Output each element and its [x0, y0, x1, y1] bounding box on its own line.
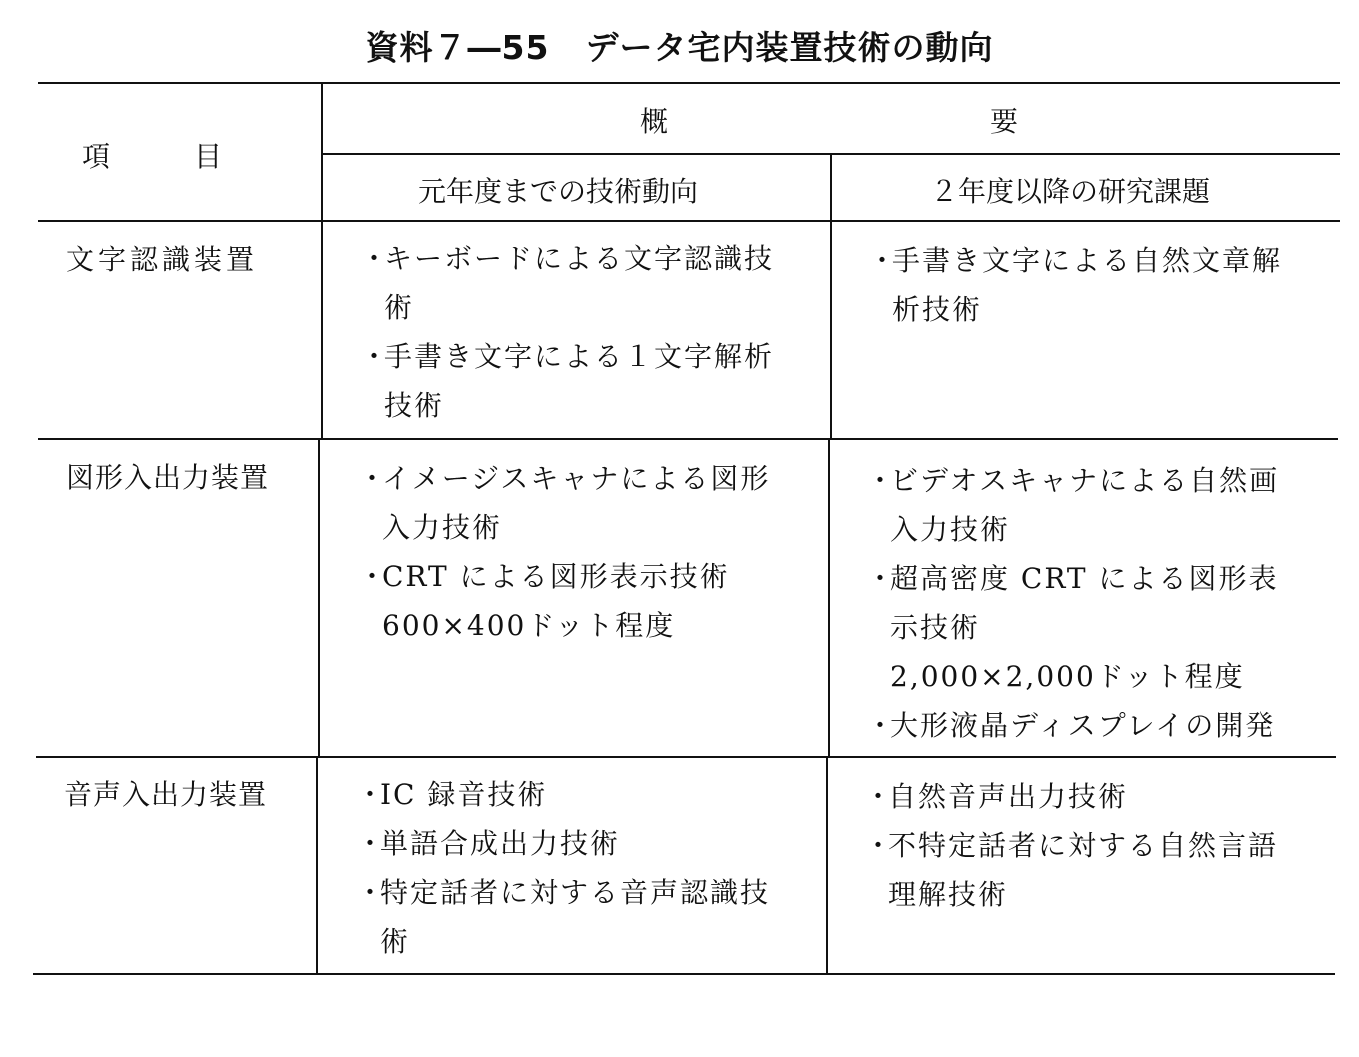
list-item — [866, 701, 1279, 750]
table-top-rule — [38, 82, 1340, 84]
title-text: データ宅内装置技術の動向 — [585, 28, 994, 67]
bullet: ・ — [866, 709, 897, 742]
column-divider-1c — [316, 756, 318, 973]
header-bottom-rule — [38, 220, 1340, 222]
header-overview-right: 要 — [990, 105, 1019, 138]
column-divider-1b — [318, 438, 320, 756]
cell-voice-io-current — [356, 770, 770, 966]
bullet: ・ — [866, 562, 897, 595]
list-item — [356, 819, 770, 868]
bullet: ・ — [868, 244, 899, 277]
row-label-text-recognition: 文字認識装置 — [66, 243, 259, 276]
row-label-voice-io: 音声入出力装置 — [64, 778, 268, 811]
item-line: 単語合成出力技術 — [380, 827, 621, 860]
item-line: 2,000×2,000ドット程度 — [890, 660, 1245, 693]
item-line: 技術 — [384, 389, 445, 422]
item-line: 手書き文字による自然文章解 — [892, 244, 1283, 277]
item-line: 手書き文字による１文字解析 — [384, 340, 775, 373]
bullet: ・ — [864, 780, 895, 813]
item-line: 術 — [380, 925, 411, 958]
header-overview-left: 概 — [640, 105, 669, 138]
cell-graphics-io-current — [358, 454, 770, 650]
header-col-current: 元年度までの技術動向 — [418, 175, 699, 208]
page-title — [0, 22, 1359, 69]
list-item — [866, 456, 1279, 554]
item-line: イメージスキャナによる図形 — [382, 462, 771, 495]
bullet: ・ — [360, 242, 391, 275]
bullet: ・ — [864, 829, 895, 862]
bullet: ・ — [866, 464, 897, 497]
item-line: 600×400ドット程度 — [382, 609, 676, 642]
list-item — [358, 552, 770, 650]
list-item — [360, 332, 774, 430]
list-item — [356, 868, 770, 966]
column-divider-2c — [826, 756, 828, 973]
row2-bottom-rule — [36, 756, 1336, 758]
item-line: 術 — [384, 291, 415, 324]
item-line: 入力技術 — [890, 513, 1011, 546]
table-bottom-rule — [33, 973, 1335, 975]
item-line: キーボードによる文字認識技 — [384, 242, 775, 275]
item-line: 理解技術 — [888, 878, 1009, 911]
item-line: 入力技術 — [382, 511, 503, 544]
item-line: 不特定話者に対する自然言語 — [888, 829, 1279, 862]
column-divider-1 — [321, 82, 323, 438]
cell-graphics-io-future — [866, 456, 1279, 750]
list-item — [864, 821, 1278, 919]
item-line: 示技術 — [890, 611, 981, 644]
column-divider-2 — [830, 153, 832, 438]
cell-voice-io-future — [864, 772, 1278, 919]
list-item — [864, 772, 1278, 821]
item-line: CRT による図形表示技術 — [382, 560, 730, 593]
bullet: ・ — [358, 560, 389, 593]
row-label-graphics-io: 図形入出力装置 — [66, 461, 270, 494]
bullet: ・ — [356, 827, 387, 860]
list-item — [868, 236, 1282, 334]
cell-text-recognition-future — [868, 236, 1282, 334]
cell-text-recognition-current — [360, 234, 774, 430]
item-line: IC 録音技術 — [380, 778, 548, 811]
column-divider-2b — [828, 438, 830, 756]
list-item — [866, 554, 1279, 701]
item-line: 析技術 — [892, 293, 983, 326]
list-item — [360, 234, 774, 332]
list-item — [358, 454, 770, 552]
item-line: 自然音声出力技術 — [888, 780, 1129, 813]
header-col-future: ２年度以降の研究課題 — [930, 175, 1211, 208]
row1-bottom-rule — [38, 438, 1338, 440]
bullet: ・ — [356, 778, 387, 811]
list-item — [356, 770, 770, 819]
title-code: 資料７―55 — [365, 28, 550, 67]
item-line: 特定話者に対する音声認識技 — [380, 876, 771, 909]
bullet: ・ — [360, 340, 391, 373]
item-line: 大形液晶ディスプレイの開発 — [890, 709, 1276, 742]
item-line: ビデオスキャナによる自然画 — [890, 464, 1280, 497]
header-item-label: 項 目 — [82, 140, 223, 173]
bullet: ・ — [358, 462, 389, 495]
bullet: ・ — [356, 876, 387, 909]
item-line: 超高密度 CRT による図形表 — [890, 562, 1279, 595]
